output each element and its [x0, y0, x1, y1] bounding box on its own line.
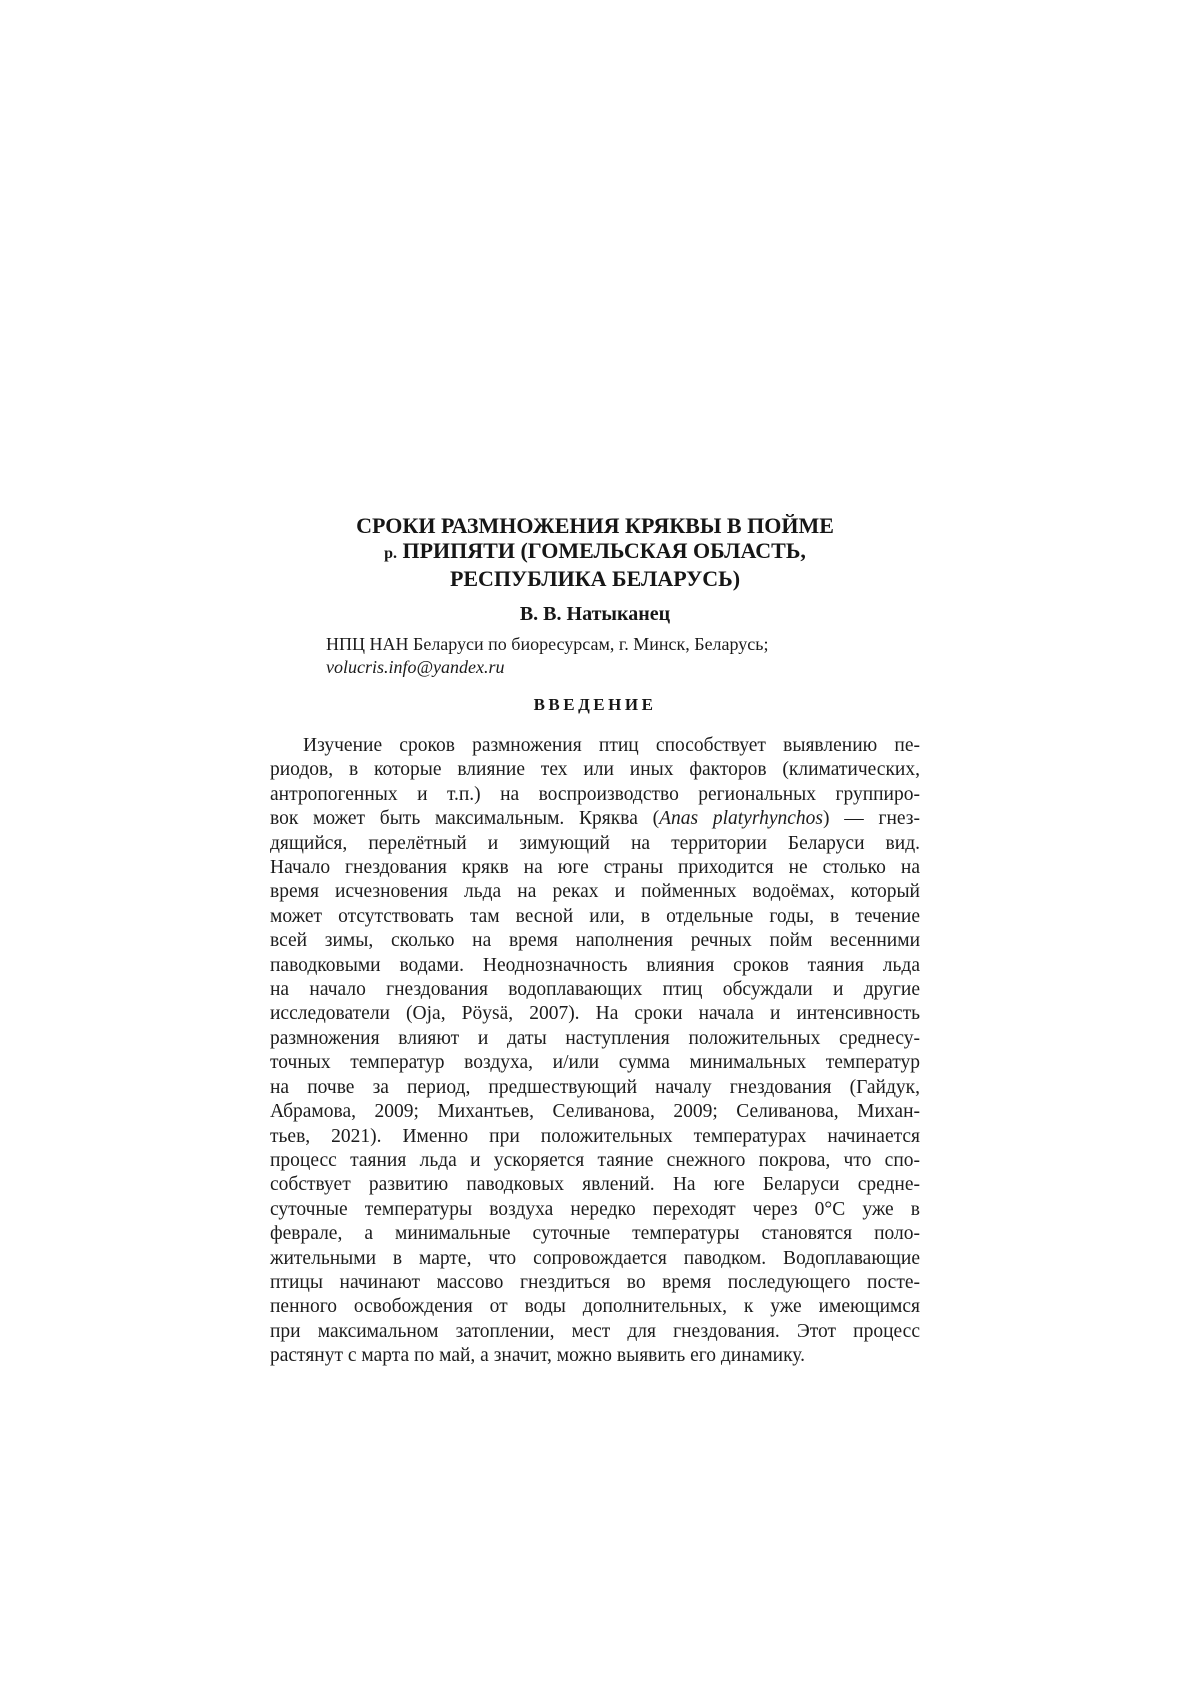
- text-line: дящийся, перелётный и зимующий на территории Беларуси вид.: [270, 832, 920, 854]
- paper-title-line: р. ПРИПЯТИ (ГОМЕЛЬСКАЯ ОБЛАСТЬ,: [384, 538, 806, 563]
- section-heading-introduction: ВВЕДЕНИЕ: [533, 695, 657, 714]
- author-email: volucris.info@yandex.ru: [326, 657, 505, 677]
- text-line: на почве за период, предшествующий началу гнездования (Гайдук,: [270, 1076, 920, 1098]
- text-line: точных температур воздуха, и/или сумма минимальных температур: [270, 1052, 920, 1074]
- affiliation: НПЦ НАН Беларуси по биоресурсам, г. Минск, Беларусь;: [326, 634, 769, 654]
- text-line: суточные температуры воздуха нередко переходят через 0°С уже в: [270, 1198, 920, 1220]
- text-line: размножения влияют и даты наступления положительных среднесу-: [270, 1027, 920, 1049]
- text-line: паводковыми водами. Неоднозначность влияния сроков таяния льда: [270, 954, 920, 976]
- paper-title-line: СРОКИ РАЗМНОЖЕНИЯ КРЯКВЫ В ПОЙМЕ: [356, 513, 834, 538]
- author-name: В. В. Натыканец: [519, 603, 671, 625]
- paper-title: [270, 513, 920, 591]
- text-line: процесс таяния льда и ускоряется таяние снежного покрова, что спо-: [270, 1149, 920, 1171]
- affiliation-block: [326, 633, 920, 679]
- text-line: всей зимы, сколько на время наполнения речных пойм весенними: [270, 930, 920, 952]
- text-line: антропогенных и т.п.) на воспроизводство региональных группиро-: [270, 783, 920, 805]
- text-line: вок может быть максимальным. Кряква (Anas platyrhynchos) — гнез-: [270, 808, 920, 830]
- text-line: время исчезновения льда на реках и пойменных водоёмах, который: [270, 881, 920, 903]
- introduction-paragraph: [270, 734, 920, 1369]
- text-line: Изучение сроков размножения птиц способствует выявлению пе-: [303, 735, 920, 756]
- text-line: риодов, в которые влияние тех или иных факторов (климатических,: [270, 759, 920, 781]
- article-content: [270, 0, 920, 1698]
- text-line: пенного освобождения от воды дополнительных, к уже имеющимся: [270, 1296, 920, 1318]
- text-line: исследователи (Oja, Pöysä, 2007). На сроки начала и интенсивность: [270, 1003, 920, 1025]
- text-line: феврале, а минимальные суточные температуры становятся поло-: [270, 1223, 920, 1245]
- text-line: собствует развитию паводковых явлений. На юге Беларуси средне-: [270, 1174, 920, 1196]
- text-line: жительными в марте, что сопровождается паводком. Водоплавающие: [270, 1247, 920, 1269]
- text-line: может отсутствовать там весной или, в отдельные годы, в течение: [270, 905, 920, 927]
- text-line: Начало гнездования крякв на юге страны приходится не столько на: [270, 857, 920, 879]
- text-line: птицы начинают массово гнездиться во время последующего посте-: [270, 1271, 920, 1293]
- text-line: при максимальном затоплении, мест для гнездования. Этот процесс: [270, 1320, 920, 1342]
- text-line: Абрамова, 2009; Михантьев, Селиванова, 2009; Селиванова, Михан-: [270, 1101, 920, 1123]
- text-line: растянут с марта по май, а значит, можно выявить его динамику.: [270, 1345, 805, 1367]
- text-line: на начало гнездования водоплавающих птиц обсуждали и другие: [270, 979, 920, 1001]
- text-line: тьев, 2021). Именно при положительных температурах начинается: [270, 1125, 920, 1147]
- paper-title-line: РЕСПУБЛИКА БЕЛАРУСЬ): [449, 566, 741, 591]
